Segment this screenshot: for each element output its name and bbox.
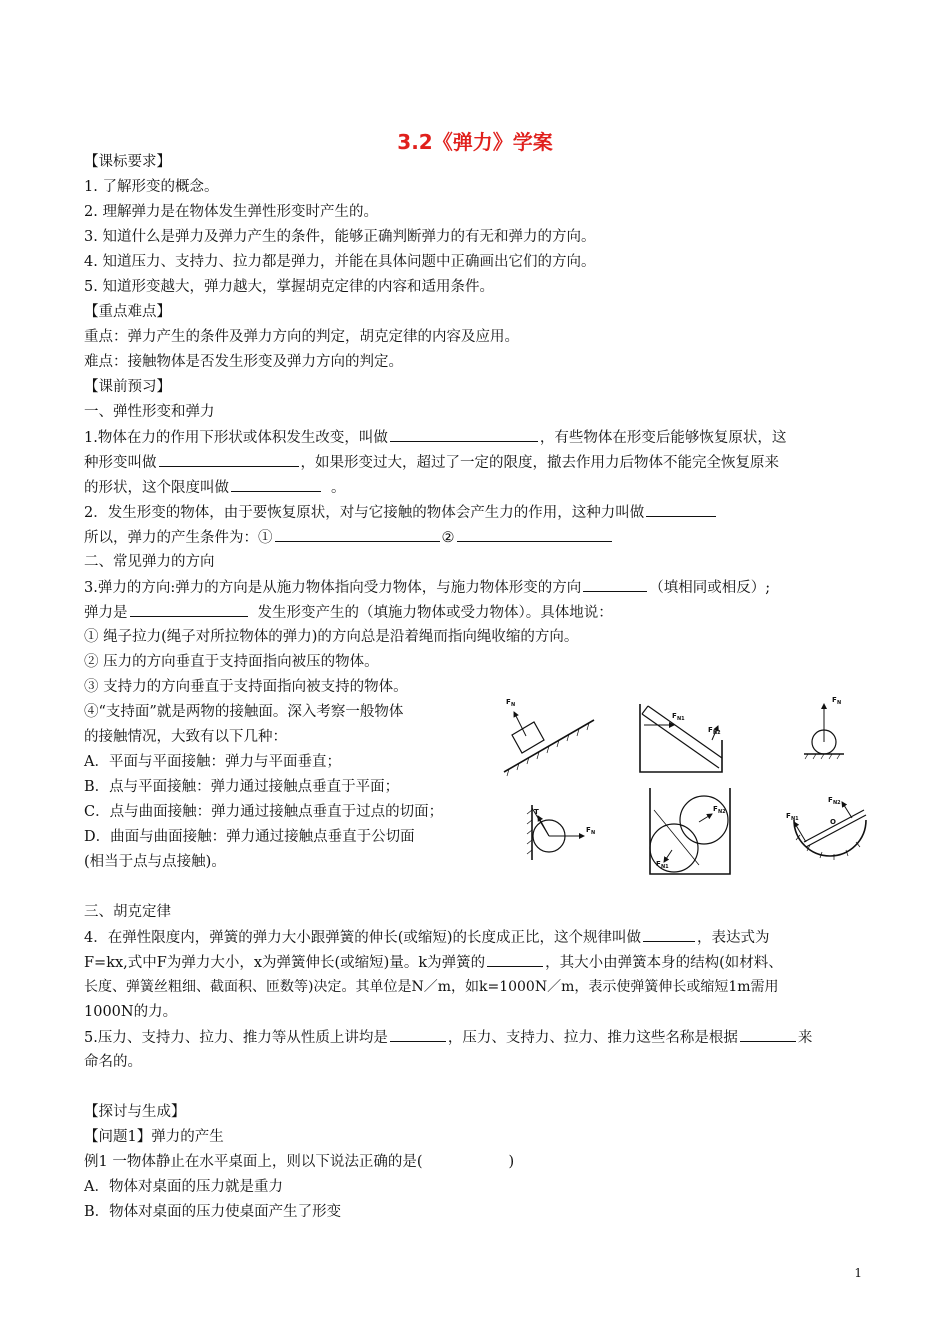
requirement-item: 2. 理解弹力是在物体发生弹性形变时产生的。 [84, 204, 378, 220]
page-number: 1 [854, 1266, 862, 1280]
ball-on-floor-figure [804, 696, 844, 759]
svg-text:N2: N2 [833, 800, 841, 806]
blank[interactable] [390, 1027, 446, 1042]
problem-heading: 【问题1】弹力的产生 [84, 1129, 224, 1145]
rod-in-bowl-figure [786, 796, 866, 860]
svg-text:F: F [713, 805, 718, 813]
subheading: 一、弹性形变和弹力 [84, 404, 215, 420]
question-line: 种形变叫做 ，如果形变过大，超过了一定的限度，撤去作用力后物体不能完全恢复原来 [84, 452, 779, 473]
key-point: 难点：接触物体是否发生形变及弹力方向的判定。 [84, 354, 403, 370]
svg-text:N2: N2 [718, 809, 726, 815]
text-line: ② 压力的方向垂直于支持面指向被压的物体。 [84, 654, 379, 670]
svg-text:F: F [708, 726, 713, 734]
svg-text:F: F [506, 698, 511, 706]
question-line: 1.物体在力的作用下形状或体积发生改变，叫做 ，有些物体在形变后能够恢复原状，这 [84, 427, 786, 448]
svg-text:F: F [656, 860, 661, 868]
requirement-item: 5. 知道形变越大，弹力越大，掌握胡克定律的内容和适用条件。 [84, 279, 494, 295]
subheading: 三、胡克定律 [84, 904, 171, 920]
text-line: ① 绳子拉力(绳子对所拉物体的弹力)的方向总是沿着绳而指向绳收缩的方向。 [84, 629, 579, 645]
requirement-item: 3. 知道什么是弹力及弹力产生的条件，能够正确判断弹力的有无和弹力的方向。 [84, 229, 596, 245]
text-line: 的接触情况，大致有以下几种： [84, 729, 287, 745]
svg-text:O: O [830, 818, 836, 826]
svg-text:F: F [586, 826, 591, 834]
blank[interactable] [231, 477, 321, 492]
text-line: (相当于点与点接触)。 [84, 854, 226, 870]
blank[interactable] [159, 452, 299, 467]
svg-text:N: N [837, 700, 842, 706]
example-question: 例1 一物体静止在水平桌面上，则以下说法正确的是( ) [84, 1154, 515, 1170]
section-heading: 【课标要求】 [84, 154, 171, 170]
requirement-item: 4. 知道压力、支持力、拉力都是弹力，并能在具体问题中正确画出它们的方向。 [84, 254, 596, 270]
block-on-incline-figure [504, 698, 594, 776]
question-line: F=kx,式中F为弹力大小，x为弹簧伸长(或缩短)量。k为弹簧的 ，其大小由弹簧本身的结构(如材料、 [84, 952, 783, 973]
text-line: ③ 支持力的方向垂直于支持面指向被支持的物体。 [84, 679, 408, 695]
ball-against-wall-figure [527, 805, 595, 860]
svg-text:F: F [786, 812, 791, 820]
answer-option: A．物体对桌面的压力就是重力 [84, 1179, 283, 1195]
blank[interactable] [275, 527, 440, 542]
blank[interactable] [740, 1027, 796, 1042]
text-line: C．点与曲面接触：弹力通过接触点垂直于过点的切面； [84, 804, 444, 820]
subheading: 二、常见弹力的方向 [84, 554, 215, 570]
blank[interactable] [646, 502, 716, 517]
question-line: 5.压力、支持力、拉力、推力等从性质上讲均是 ，压力、支持力、拉力、推力这些名称是根据 来 [84, 1027, 812, 1048]
section-heading: 【课前预习】 [84, 379, 171, 395]
blank[interactable] [390, 427, 538, 442]
text-line: 命名的。 [84, 1054, 142, 1070]
svg-text:N2: N2 [713, 730, 721, 736]
contact-force-figures [494, 690, 874, 875]
section-heading: 【探讨与生成】 [84, 1104, 186, 1120]
question-line: 弹力是 发生形变产生的（填施力物体或受力物体）。具体地说： [84, 602, 613, 623]
text-line: A．平面与平面接触：弹力与平面垂直； [84, 754, 341, 770]
text-line: 长度、弹簧丝粗细、截面积、匝数等)决定。其单位是N／m，如k=1000N／m，表示使弹簧伸长或缩短1m需用 [84, 979, 779, 995]
text-line: 1000N的力。 [84, 1004, 178, 1020]
svg-text:N: N [591, 830, 596, 836]
blank[interactable] [583, 577, 647, 592]
svg-text:N1: N1 [791, 816, 799, 822]
question-line: 所以，弹力的产生条件为：① ② [84, 527, 614, 548]
answer-option: B．物体对桌面的压力使桌面产生了形变 [84, 1204, 342, 1220]
rod-in-box-figure [640, 704, 722, 772]
question-line: 4．在弹性限度内，弹簧的弹力大小跟弹簧的伸长(或缩短)的长度成正比，这个规律叫做 ，表达式为 [84, 927, 770, 948]
svg-text:F: F [828, 796, 833, 804]
question-line: 的形状，这个限度叫做 。 [84, 477, 346, 498]
text-line: D．曲面与曲面接触：弹力通过接触点垂直于公切面 [84, 829, 415, 845]
two-balls-in-container-figure [650, 788, 730, 874]
svg-text:N1: N1 [677, 716, 685, 722]
text-line: ④“支持面”就是两物的接触面。深入考察一般物体 [84, 704, 404, 720]
text-line: B．点与平面接触：弹力通过接触点垂直于平面； [84, 779, 400, 795]
svg-text:T: T [534, 808, 539, 816]
svg-text:N: N [511, 702, 516, 708]
question-line: 3.弹力的方向:弹力的方向是从施力物体指向受力物体，与施力物体形变的方向 （填相同或相反）; [84, 577, 770, 598]
section-heading: 【重点难点】 [84, 304, 171, 320]
blank[interactable] [643, 927, 695, 942]
key-point: 重点：弹力产生的条件及弹力方向的判定，胡克定律的内容及应用。 [84, 329, 519, 345]
svg-text:F: F [832, 696, 837, 704]
blank[interactable] [487, 952, 543, 967]
requirement-item: 1. 了解形变的概念。 [84, 179, 219, 195]
page-title: 3.2《弹力》学案 [397, 130, 553, 154]
svg-text:N1: N1 [661, 864, 669, 870]
blank[interactable] [130, 602, 248, 617]
blank[interactable] [457, 527, 612, 542]
svg-text:F: F [672, 712, 677, 720]
question-line: 2．发生形变的物体，由于要恢复原状，对与它接触的物体会产生力的作用，这种力叫做 [84, 502, 718, 523]
